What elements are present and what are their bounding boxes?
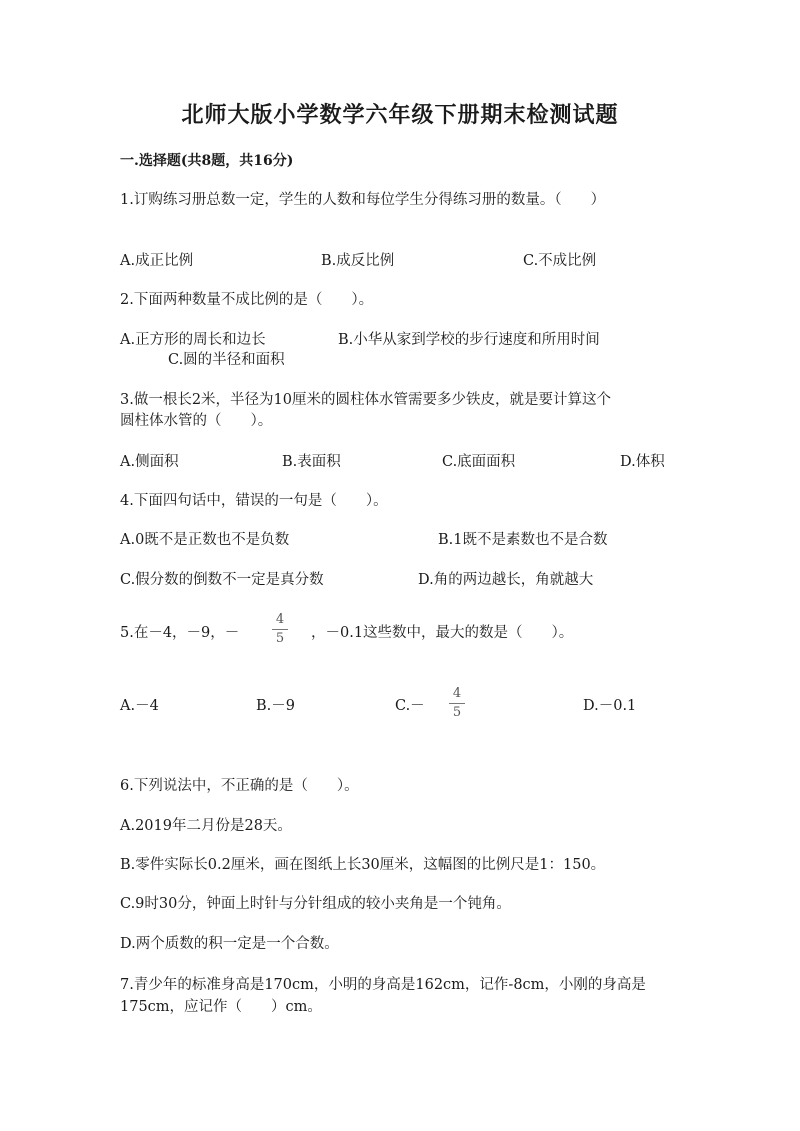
question-5-stem-part2: ，－0.1这些数中，最大的数是（ ）。: [311, 625, 574, 641]
question-1-option-c: C.不成比例: [523, 253, 597, 269]
question-2-option-c: C.圆的半径和面积: [168, 352, 285, 368]
question-5-option-a: A.－4: [120, 698, 159, 714]
question-3-option-d: D.体积: [620, 454, 665, 470]
fraction-bar: [449, 703, 465, 704]
question-5-fraction: [272, 613, 288, 647]
question-6-option-a: A.2019年二月份是28天。: [120, 818, 292, 834]
fraction-denominator: 5: [275, 631, 285, 646]
question-5-option-b: B.－9: [256, 698, 295, 714]
question-6-option-b: B.零件实际长0.2厘米，画在图纸上长30厘米，这幅图的比例尺是1：150。: [120, 857, 606, 873]
page-title: 北师大版小学数学六年级下册期末检测试题: [181, 102, 619, 128]
question-4-option-c: C.假分数的倒数不一定是真分数: [120, 572, 324, 588]
question-4-stem: 4.下面四句话中，错误的一句是（ ）。: [120, 493, 388, 509]
question-5-option-c: C.－: [395, 698, 425, 714]
question-6-option-d: D.两个质数的积一定是一个合数。: [120, 936, 339, 952]
question-3-option-a: A.侧面积: [120, 454, 179, 470]
question-4-option-d: D.角的两边越长，角就越大: [418, 572, 594, 588]
question-7-stem-line1: 7.青少年的标准身高是170cm，小明的身高是162cm，记作-8cm，小刚的身高是: [120, 977, 646, 993]
question-1-option-a: A.成正比例: [120, 253, 194, 269]
fraction-denominator: 5: [452, 705, 462, 720]
question-5-option-c-fraction: [449, 687, 465, 721]
question-5-option-d: D.－0.1: [583, 698, 637, 714]
question-2-option-a: A.正方形的周长和边长: [120, 332, 266, 348]
question-5-stem-part1: 5.在－4，－9，－: [120, 625, 240, 641]
fraction-numerator: 4: [275, 612, 285, 627]
section-heading: 一.选择题(共8题，共16分): [120, 153, 294, 169]
question-2-option-b: B.小华从家到学校的步行速度和所用时间: [338, 332, 600, 348]
question-2-stem: 2.下面两种数量不成比例的是（ ）。: [120, 292, 374, 308]
question-3-stem-line2: 圆柱体水管的（ ）。: [120, 413, 273, 429]
question-4-option-a: A.0既不是正数也不是负数: [120, 532, 290, 548]
question-6-option-c: C.9时30分，钟面上时针与分针组成的较小夹角是一个钝角。: [120, 896, 511, 912]
question-6-stem: 6.下列说法中，不正确的是（ ）。: [120, 778, 359, 794]
question-1-stem: 1.订购练习册总数一定，学生的人数和每位学生分得练习册的数量。（ ）: [120, 192, 606, 208]
fraction-numerator: 4: [452, 686, 462, 701]
question-3-stem-line1: 3.做一根长2米，半径为10厘米的圆柱体水管需要多少铁皮，就是要计算这个: [120, 392, 612, 408]
question-3-option-b: B.表面积: [282, 454, 341, 470]
question-3-option-c: C.底面面积: [442, 454, 516, 470]
fraction-bar: [272, 629, 288, 630]
question-1-option-b: B.成反比例: [321, 253, 395, 269]
question-4-option-b: B.1既不是素数也不是合数: [438, 532, 608, 548]
question-7-stem-line2: 175cm，应记作（ ）cm。: [120, 999, 322, 1015]
